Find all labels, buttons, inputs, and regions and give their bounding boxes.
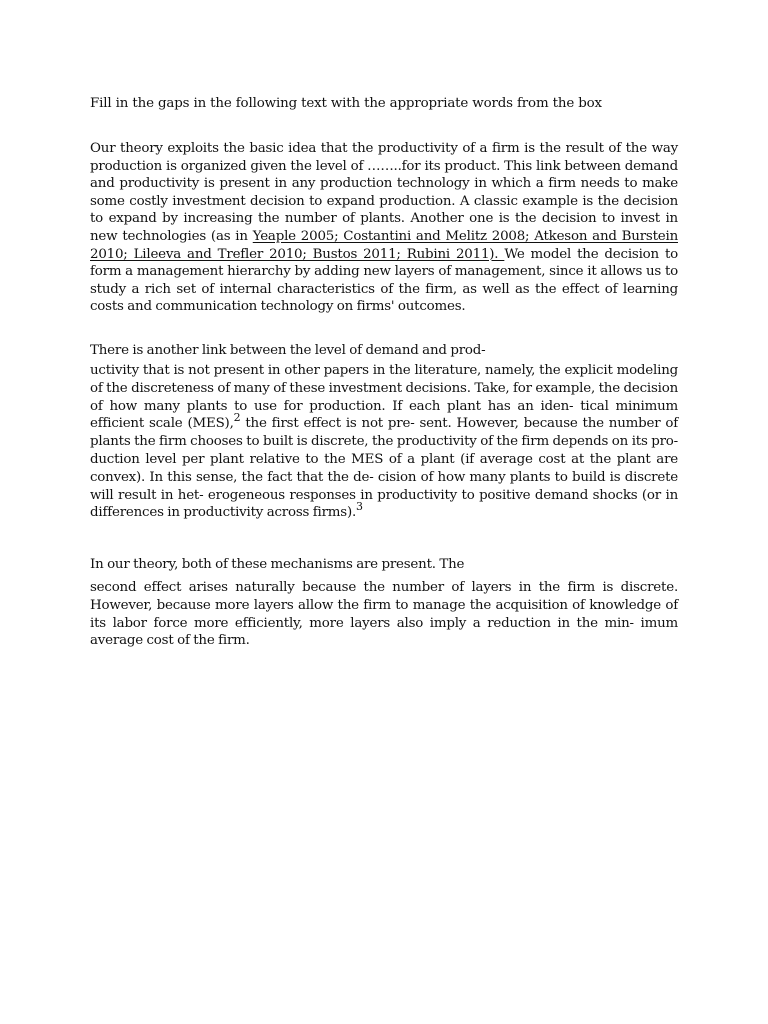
paragraph-text: the first effect is not pre- sent. However, because the number of plants the firm chooses to built is discrete, the productivity of the firm depends on its pro- duction level per plant relative to the MES of a plant (if average cost at the plant are convex). In this sense, the fact that the de- cision of how many plants to build is discrete will result in het- erogeneous responses in productivity to positive demand shocks (or in differences in productivity across firms). — [90, 416, 678, 521]
paragraph-discreteness — [90, 362, 678, 522]
citation-link[interactable]: Yeaple 2005; Costantini and Melitz 2008; Atkeson and Burstein 2010; Lileeva and Trefler 2010; Bustos 2011; Rubini 2011). — [90, 228, 678, 262]
paragraph-text: uctivity that is not present in other papers in the literature, namely, the explicit modeling of the discreteness of many of these investment decisions. Take, for example, the decision of how many plants to use for production. If each plant has an iden- tical minimum efficient scale (MES), — [90, 363, 678, 432]
footnote-marker[interactable]: 3 — [356, 500, 363, 514]
paragraph-text: Our theory exploits the basic idea that the productivity of a firm is the result of the way production is organized given the level of ……..for its product. This link between demand and productivity is present in any production technology in which a firm needs to make some costly investment decision to expand production. A classic example is the decision to expand by increasing the number of plants. Another one is the decision to invest in new technologies (as in — [90, 141, 678, 244]
exercise-instruction: Fill in the gaps in the following text with the appropriate words from the box — [90, 96, 602, 111]
paragraph-text: We model the decision to form a management hierarchy by adding new layers of management, since it allows us to study a rich set of internal characteristics of the firm, as well as the effect of learning costs and communication technology on firms' outcomes. — [90, 246, 679, 315]
footnote-marker[interactable]: 2 — [233, 411, 241, 425]
paragraph-second-effect: second effect arises naturally because the number of layers in the firm is discrete. However, because more layers allow the firm to manage the acquisition of knowledge of its labor force more efficiently, more layers also imply a reduction in the min- imum average cost of the firm. — [90, 580, 678, 649]
paragraph-theory — [90, 140, 678, 316]
paragraph-demand-link: There is another link between the level of demand and prod- — [90, 343, 486, 358]
paragraph-mechanisms: In our theory, both of these mechanisms are present. The — [90, 557, 465, 572]
